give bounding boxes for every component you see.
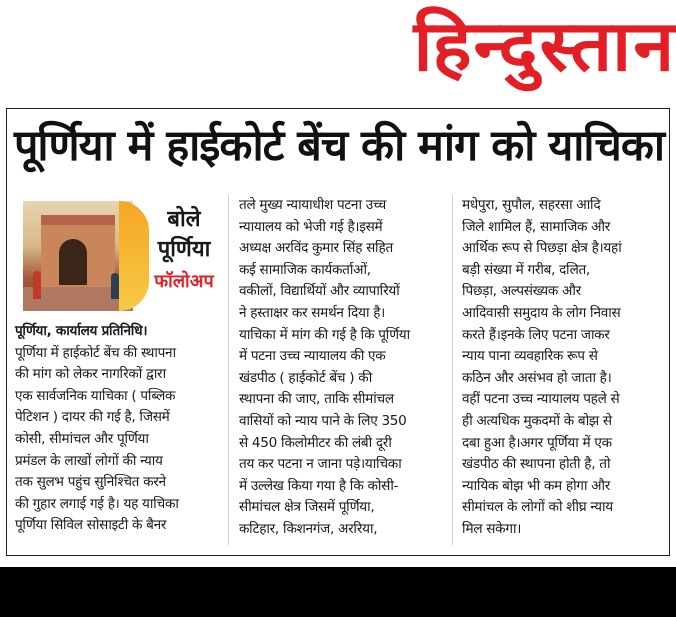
masthead-title: हिन्दुस्तान xyxy=(413,4,676,87)
news-clipping xyxy=(6,108,670,556)
column-line: आदिवासी समुदाय के लोग निवास xyxy=(462,304,621,321)
column-line: आर्थिक रूप से पिछड़ा क्षेत्र है।यहां xyxy=(462,240,622,257)
article-column-3 xyxy=(462,195,662,541)
logo-line-purnia: पूर्णिया xyxy=(157,237,211,262)
column-line: सीमांचल के लोगों को शीघ्र न्याय xyxy=(462,499,613,516)
column-line: वकीलों, विद्यार्थियों और व्यापारियों xyxy=(239,283,400,300)
article-column-2 xyxy=(239,195,439,541)
column-line: वहीं पटना उच्च न्यायालय पहले से xyxy=(462,391,620,408)
column-line: न्यायालय को भेजी गई है।इसमें xyxy=(239,218,383,235)
logo-line-followup: फॉलोअप xyxy=(154,271,214,292)
column-line: में पटना उच्च न्यायालय की एक xyxy=(239,348,386,365)
column-line: तले मुख्य न्यायाधीश पटना उच्च xyxy=(239,197,387,213)
column-divider xyxy=(228,195,229,545)
column-line: याचिका में मांग की गई है कि पूर्णिया xyxy=(239,326,410,343)
column-line: में उल्लेख किया गया है कि कोसी- xyxy=(239,477,399,494)
column-divider xyxy=(452,195,453,545)
column-line: करते हैं।इनके लिए पटना जाकर xyxy=(462,326,610,343)
column-line: पिछड़ा, अल्पसंख्यक और xyxy=(462,283,581,300)
column-line: पूर्णिया सिविल सोसाइटी के बैनर xyxy=(15,517,167,534)
column-line: मधेपुरा, सुपौल, सहरसा आदि xyxy=(462,197,601,213)
column-line: कोसी, सीमांचल और पूर्णिया xyxy=(15,430,149,447)
column-line: न्यायिक बोझ भी कम होगा और xyxy=(462,477,611,494)
column-line: खंडपीठ की स्थापना होती है, तो xyxy=(462,456,611,473)
column-line: न्याय पाना व्यवहारिक रूप से xyxy=(462,348,598,365)
person-figure xyxy=(33,271,41,299)
column-line: प्रमंडल के लाखों लोगों की न्याय xyxy=(15,452,163,469)
column-line: पेटिशन ) दायर की गई है, जिसमें xyxy=(15,409,170,426)
column-line: सीमांचल क्षेत्र जिसमें पूर्णिया, xyxy=(239,499,375,516)
column-line: एक सार्वजनिक याचिका ( पब्लिक xyxy=(15,387,176,404)
section-logo xyxy=(23,201,223,311)
column-line: जिले शामिल हैं, सामाजिक और xyxy=(462,218,611,235)
temple-arch xyxy=(59,239,87,285)
column-line: स्थापना की जाए, ताकि सीमांचल xyxy=(239,391,394,408)
column-line: तक सुलभ पहुंच सुनिश्चित करने xyxy=(15,474,166,491)
column-line: ही अत्यधिक मुकदमों के बोझ से xyxy=(462,412,612,429)
column-line: वासियों को न्याय पाने के लिए 350 xyxy=(239,412,407,429)
column-line: कई सामाजिक कार्यकर्ताओं, xyxy=(239,261,371,278)
headline: पूर्णिया में हाईकोर्ट बेंच की मांग को याचिका xyxy=(13,121,665,171)
temple-photo xyxy=(23,201,133,311)
column-line: की गुहार लगाई गई है। यह याचिका xyxy=(15,495,179,512)
byline: पूर्णिया, कार्यालय प्रतिनिधि। xyxy=(15,323,148,339)
column-line: कटिहार, किशनगंज, अररिया, xyxy=(239,520,378,537)
logo-line-bole: बोले xyxy=(167,207,201,232)
column-line: ने हस्ताक्षर कर समर्थन दिया है। xyxy=(239,304,385,321)
article-column-1 xyxy=(15,321,215,537)
masthead xyxy=(225,0,676,92)
bottom-black-bar xyxy=(0,567,676,617)
person-figure xyxy=(111,273,119,299)
column-line: पूर्णिया में हाईकोर्ट बेंच की स्थापना xyxy=(15,344,176,361)
column-line: तय कर पटना न जाना पड़े।याचिका xyxy=(239,456,402,473)
column-line: बड़ी संख्या में गरीब, दलित, xyxy=(462,261,590,278)
column-line: अध्यक्ष अरविंद कुमार सिंह सहित xyxy=(239,240,393,257)
column-line: कठिन और असंभव हो जाता है। xyxy=(462,369,612,386)
column-line: खंडपीठ ( हाईकोर्ट बेंच ) की xyxy=(239,369,372,386)
column-line: मिल सकेगा। xyxy=(462,520,522,537)
logo-text xyxy=(141,205,227,295)
column-line: से 450 किलोमीटर की लंबी दूरी xyxy=(239,434,392,451)
column-line: दबा हुआ है।अगर पूर्णिया में एक xyxy=(462,434,612,451)
column-line: की मांग को लेकर नागरिकों द्वारा xyxy=(15,366,166,383)
